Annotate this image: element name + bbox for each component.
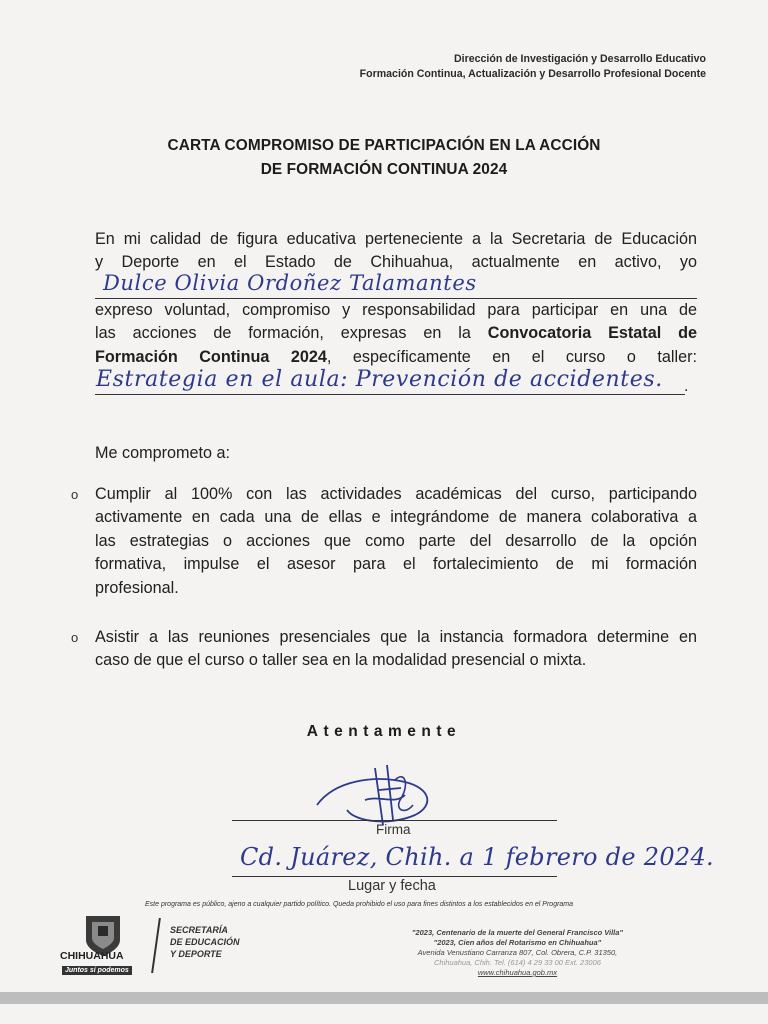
intro-paragraph-2 (95, 299, 697, 369)
bullet-2-line-1: Asistir a las reuniones presenciales que la instancia formadora determine en (95, 628, 697, 646)
footer-address-line: Avenida Venustiano Carranza 807, Col. Obrera, C.P. 31350, (417, 948, 618, 957)
bullet-item-1 (95, 483, 697, 600)
bullet-2-line-2: caso de que el curso o taller sea en la modalidad presencial o mixta. (95, 651, 587, 670)
scan-edge-strip (0, 992, 768, 1004)
footer-address (412, 928, 623, 978)
closing-atentamente: Atentamente (306, 723, 462, 740)
bullet-1-line-4: formativa, impulse el asesor para el fortalecimiento de mi formación (95, 555, 697, 574)
secretaria-line-3: Y DEPORTE (170, 949, 222, 959)
bullet-1-line-1: Cumplir al 100% con las actividades académicas del curso, participando (95, 485, 697, 503)
place-date-line (232, 876, 557, 877)
bullet-icon: o (71, 630, 79, 645)
logo-chihuahua-text: CHIHUAHUA (60, 950, 124, 962)
chihuahua-logo (58, 910, 148, 985)
bullet-1-line-5: profesional. (95, 578, 179, 597)
lugar-fecha-label: Lugar y fecha (348, 878, 436, 894)
footer-divider (151, 918, 161, 973)
intro-line-2: y Deporte en el Estado de Chihuahua, actualmente en activo, yo (95, 253, 697, 272)
secretaria-block (170, 924, 240, 960)
course-underline (95, 394, 685, 395)
title-line-2: DE FORMACIÓN CONTINUA 2024 (260, 161, 508, 178)
intro-paragraph (95, 228, 697, 275)
p2-line-3-text: , específicamente en el curso o taller: (326, 347, 697, 366)
p2-line-2-text: las acciones de formación, expresas en la (95, 324, 488, 343)
p2-bold-1: Convocatoria Estatal de (487, 324, 697, 343)
p2-line-1: expreso voluntad, compromiso y responsabilidad para participar en una de (95, 301, 697, 319)
place-date: Cd. Juárez, Chih. a 1 febrero de 2024. (240, 843, 714, 871)
institution-header (360, 52, 706, 81)
bullet-1-line-3: las estrategias o acciones que como parte del desarrollo de la opción (95, 531, 697, 550)
commit-heading: Me comprometo a: (95, 444, 230, 462)
header-line-1: Dirección de Investigación y Desarrollo Educativo (454, 53, 706, 65)
signature-line (232, 820, 557, 821)
footer-motto-1: "2023, Centenario de la muerte del General Francisco Villa" (411, 928, 623, 937)
secretaria-line-2: DE EDUCACIÓN (170, 937, 240, 947)
header-line-2: Formación Continua, Actualización y Desarrollo Profesional Docente (359, 67, 706, 80)
course-period: . (684, 378, 689, 395)
p2-bold-2: Formación Continua 2024 (95, 347, 327, 366)
bullet-item-2 (95, 626, 697, 673)
intro-line-1: En mi calidad de figura educativa perteneciente a la Secretaria de Educación (95, 230, 697, 248)
footer-phone-line: Chihuahua, Chih. Tel. (614) 4 29 33 00 Ext. 23006 (433, 958, 601, 967)
document-title (0, 134, 768, 182)
footer-website: www.chihuahua.gob.mx (477, 968, 558, 977)
logo-slogan: Juntos sí podemos (62, 966, 132, 975)
footer-motto-2: "2023, Cien años del Rotarismo en Chihuahua" (433, 938, 602, 947)
p2-line-3 (95, 346, 697, 369)
disclaimer-text: Este programa es público, ajeno a cualquier partido político. Queda prohibido el uso para fines distintos a los establecidos en el Programa (145, 901, 574, 908)
bullet-icon: o (71, 487, 79, 502)
course-name: Estrategia en el aula: Prevención de accidentes. (96, 367, 663, 392)
firma-label: Firma (376, 822, 411, 837)
title-line-1: CARTA COMPROMISO DE PARTICIPACIÓN EN LA ACCIÓN (167, 137, 601, 154)
p2-line-2 (95, 322, 697, 345)
bullet-1-line-2: activamente en cada una de ellas e integrándome de manera colaborativa a (95, 508, 697, 527)
secretaria-line-1: SECRETARÍA (170, 925, 228, 935)
participant-name: Dulce Olivia Ordoñez Talamantes (103, 271, 477, 295)
